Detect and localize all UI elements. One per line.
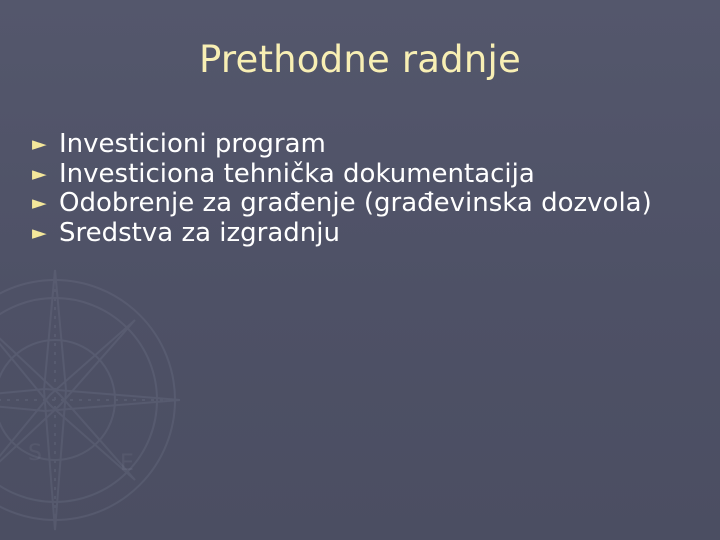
right-pointer-triangle-icon: ► — [32, 133, 47, 155]
right-pointer-triangle-icon: ► — [32, 221, 47, 244]
right-pointer-triangle-icon: ► — [32, 192, 47, 214]
svg-text:S: S — [28, 441, 42, 466]
bullet-text: Investiciona tehnička dokumentacija — [59, 158, 535, 189]
right-pointer-triangle-icon: ► — [32, 162, 47, 185]
slide-title: Prethodne radnje — [199, 38, 521, 81]
bullet-item-odobrenje-za-gradjenje — [32, 189, 692, 219]
bullet-item-sredstva-za-izgradnju — [32, 219, 692, 249]
bullet-list — [32, 130, 692, 248]
bullet-text: Sredstva za izgradnju — [59, 217, 340, 248]
bullet-item-tehnicka-dokumentacija — [32, 160, 692, 190]
svg-text:E: E — [120, 451, 134, 476]
bullet-text: Odobrenje za građenje (građevinska dozvola) — [59, 188, 652, 218]
bullet-item-investicioni-program — [32, 130, 692, 160]
bullet-text: Investicioni program — [59, 129, 326, 159]
